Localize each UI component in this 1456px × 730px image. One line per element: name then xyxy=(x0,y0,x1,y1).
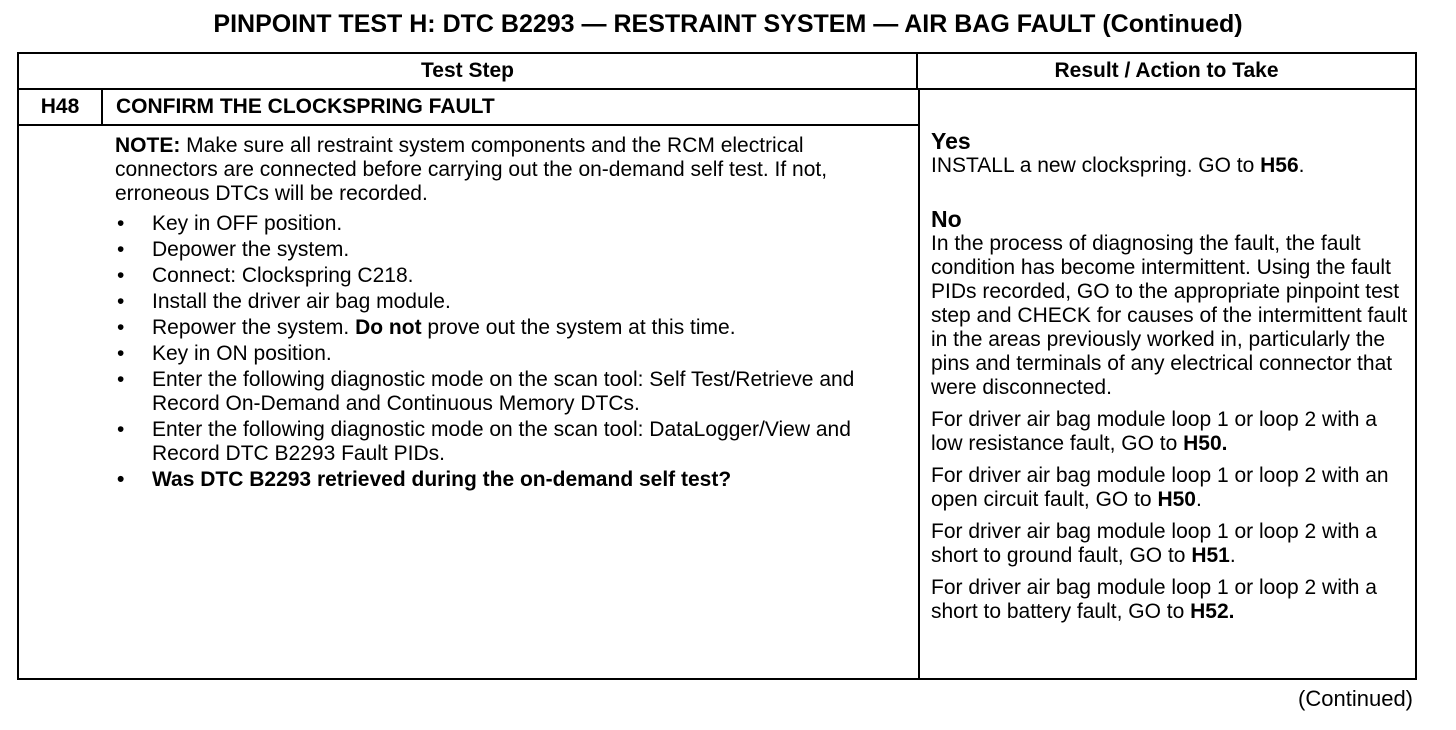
column-divider xyxy=(918,90,920,678)
goto-link: H50 xyxy=(1157,488,1196,511)
fault-action xyxy=(931,520,1409,568)
note-paragraph xyxy=(115,134,905,206)
list-item-text: Install the driver air bag module. xyxy=(152,290,451,313)
step-id: H48 xyxy=(19,90,103,124)
list-item xyxy=(115,368,905,416)
result-actions xyxy=(931,128,1409,632)
bullet-icon: • xyxy=(117,368,125,391)
list-item-text: Enter the following diagnostic mode on the scan tool: DataLogger/View and Record DTC B2293 Fault PIDs. xyxy=(152,418,851,465)
note-text: Make sure all restraint system components and the RCM electrical connectors are connected before carrying out the on-demand self test. If not, erroneous DTCs will be recorded. xyxy=(115,134,828,205)
bullet-icon: • xyxy=(117,418,125,441)
yes-label: Yes xyxy=(931,128,971,154)
list-item xyxy=(115,418,905,466)
goto-link: H56 xyxy=(1260,154,1299,177)
test-step-header: Test Step xyxy=(19,54,918,90)
bullet-icon: • xyxy=(117,212,125,235)
bullet-icon: • xyxy=(117,316,125,339)
result-header: Result / Action to Take xyxy=(918,54,1415,90)
bullet-icon: • xyxy=(117,264,125,287)
yes-text: INSTALL a new clockspring. GO to xyxy=(931,154,1261,177)
goto-link: H52 xyxy=(1190,600,1229,623)
fault-action xyxy=(931,576,1409,624)
bullet-icon: • xyxy=(117,238,125,261)
list-item-text: Connect: Clockspring C218. xyxy=(152,264,414,287)
list-item xyxy=(115,264,905,288)
fault-text: For driver air bag module loop 1 or loop 2 with an open circuit fault, GO to xyxy=(931,464,1389,511)
list-item xyxy=(115,212,905,236)
question-text: Was DTC B2293 retrieved during the on-demand self test? xyxy=(152,468,732,491)
step-title: CONFIRM THE CLOCKSPRING FAULT xyxy=(116,95,495,118)
fault-action xyxy=(931,408,1409,456)
list-item xyxy=(115,238,905,262)
fault-text: For driver air bag module loop 1 or loop 2 with a short to ground fault, GO to xyxy=(931,520,1377,567)
goto-link: H51 xyxy=(1191,544,1230,567)
list-item-text: Key in ON position. xyxy=(152,342,332,365)
list-item xyxy=(115,290,905,314)
bullet-icon: • xyxy=(117,290,125,313)
note-label: NOTE: xyxy=(115,134,181,157)
punct: . xyxy=(1228,600,1235,623)
list-item-text: Depower the system. xyxy=(152,238,350,261)
punct: . xyxy=(1229,544,1236,567)
fault-text: For driver air bag module loop 1 or loop 2 with a short to battery fault, GO to xyxy=(931,576,1377,623)
continued-label: (Continued) xyxy=(1298,686,1413,711)
no-label: No xyxy=(931,206,962,232)
step-instructions xyxy=(115,134,905,494)
punct: . xyxy=(1221,432,1228,455)
fault-text: For driver air bag module loop 1 or loop 2 with a low resistance fault, GO to xyxy=(931,408,1377,455)
step-row xyxy=(19,90,918,126)
list-item-text: Repower the system. xyxy=(152,316,356,339)
no-action: In the process of diagnosing the fault, the fault condition has become intermittent. Using the fault PIDs recorded, GO to the appropriate pinpoint test step and CHECK for causes of the intermittent fault in the areas previously worked in, particularly the pins and terminals of any electrical connector that were disconnected. xyxy=(931,232,1408,399)
do-not-emphasis: Do not xyxy=(355,316,422,339)
list-item xyxy=(115,468,905,492)
pinpoint-test-table xyxy=(17,52,1417,680)
list-item-text: Enter the following diagnostic mode on the scan tool: Self Test/Retrieve and Record On-Demand and Continuous Memory DTCs. xyxy=(152,368,855,415)
punct: . xyxy=(1298,154,1305,177)
list-item-text: prove out the system at this time. xyxy=(421,316,736,339)
page-title: PINPOINT TEST H: DTC B2293 — RESTRAINT SYSTEM — AIR BAG FAULT (Continued) xyxy=(213,10,1243,38)
instruction-list xyxy=(115,212,905,492)
goto-link: H50 xyxy=(1183,432,1222,455)
list-item-text: Key in OFF position. xyxy=(152,212,343,235)
list-item xyxy=(115,316,905,340)
bullet-icon: • xyxy=(117,342,125,365)
list-item xyxy=(115,342,905,366)
yes-action xyxy=(931,154,1409,178)
bullet-icon: • xyxy=(117,468,125,491)
punct: . xyxy=(1195,488,1202,511)
fault-action xyxy=(931,464,1409,512)
